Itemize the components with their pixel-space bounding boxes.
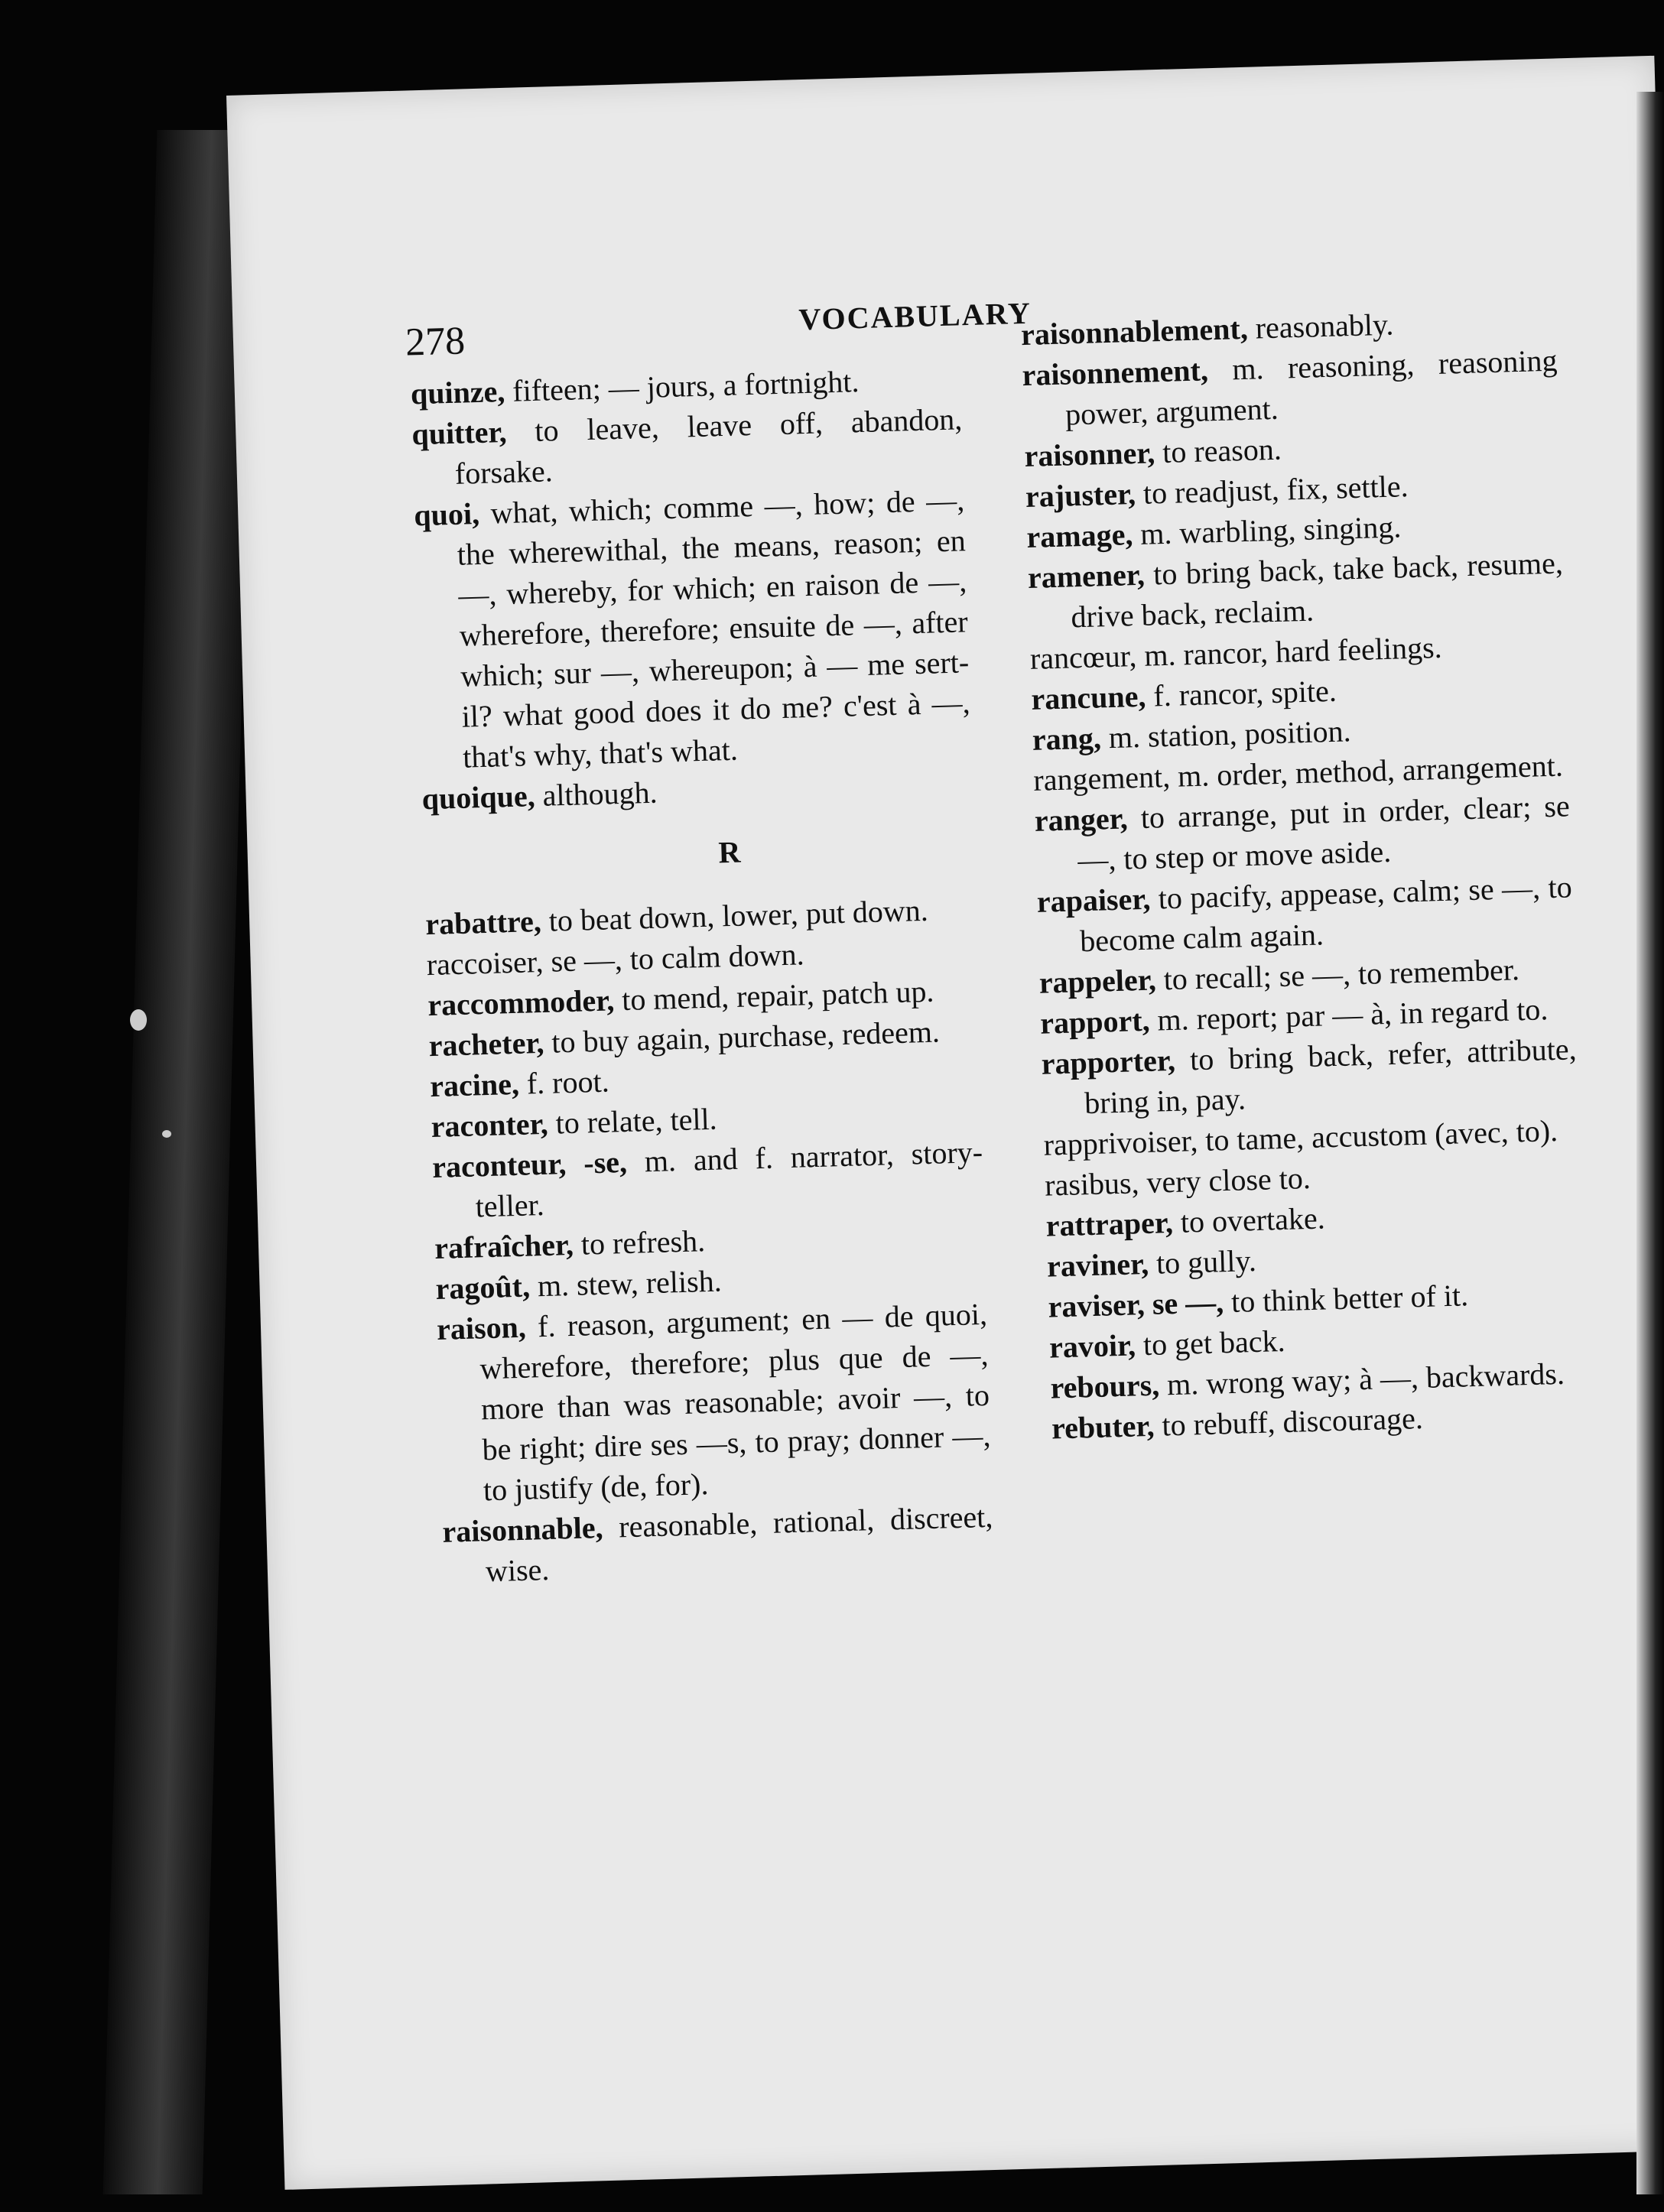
headword: racine, (429, 1066, 520, 1104)
definition: to gully. (1148, 1242, 1257, 1281)
headword: ramage, (1025, 517, 1133, 554)
dictionary-entry (1022, 340, 1559, 437)
definition: m. and f. narrator, story-teller. (475, 1134, 983, 1224)
dictionary-entry (1036, 866, 1574, 963)
definition: m. reasoning, reasoning power, argument. (1064, 343, 1558, 432)
definition: to buy again, purchase, redeem. (543, 1014, 941, 1060)
dictionary-entry (1034, 785, 1571, 882)
definition: to refresh. (573, 1223, 706, 1262)
definition: rapprivoiser, to tame, accustom (avec, to). (1043, 1112, 1558, 1162)
headword: rang, (1032, 720, 1102, 757)
headword: raviser, se —, (1048, 1285, 1224, 1324)
definition: to think better of it. (1223, 1278, 1469, 1320)
book-spine (103, 130, 257, 2194)
headword: racheter, (428, 1025, 545, 1064)
book-page (226, 56, 1664, 2190)
dictionary-entry (436, 1294, 992, 1512)
headword: rattraper, (1045, 1205, 1174, 1243)
headword: raviner, (1046, 1246, 1149, 1284)
definition: to pacify, appease, calm; se —, to become calm again. (1079, 869, 1573, 959)
definition: to mend, repair, patch up. (613, 973, 934, 1018)
headword: quinze, (410, 373, 505, 411)
headword: rajuster, (1025, 476, 1136, 515)
dictionary-entry (1027, 542, 1565, 638)
definition: rangement, m. order, method, arrangement. (1032, 748, 1564, 797)
page-number: 278 (405, 319, 466, 365)
headword: rabattre, (424, 903, 542, 942)
dictionary-entry (1041, 1028, 1578, 1125)
running-head: VOCABULARY (798, 295, 1032, 337)
definition: reasonably. (1247, 307, 1394, 346)
dust-speck (162, 1130, 171, 1138)
spine-lettering (174, 765, 194, 1147)
dictionary-entry (431, 1132, 984, 1228)
definition: rasibus, very close to. (1044, 1160, 1311, 1203)
definition: although. (534, 775, 658, 814)
headword: ranger, (1034, 801, 1129, 838)
definition: m. report; par — à, in regard to. (1149, 992, 1549, 1038)
headword: ravoir, (1048, 1327, 1136, 1365)
headword: rapport, (1039, 1002, 1151, 1041)
headword: raisonnablement, (1020, 310, 1249, 352)
headword: ragoût, (435, 1268, 531, 1306)
definition: f. root. (518, 1064, 610, 1101)
definition: f. reason, argument; en — de quoi, wherefore, therefore; plus que de —, more than was reasonable; avoir —, to be right; dire ses —s, to pray; donner —, to justify (de, for). (479, 1296, 991, 1508)
left-column (410, 358, 994, 1592)
headword: raison, (436, 1309, 527, 1346)
definition: to arrange, put in order, clear; se —, to step or move aside. (1077, 788, 1571, 878)
definition: to reason. (1154, 431, 1282, 470)
headword: raisonnable, (441, 1509, 604, 1549)
definition: m. wrong way; à —, backwards. (1159, 1356, 1565, 1402)
definition: f. rancor, spite. (1145, 673, 1337, 713)
definition: raccoiser, se —, to calm down. (426, 937, 805, 983)
definition: reasonable, rational, discreet, wise. (485, 1499, 993, 1589)
definition: to relate, tell. (547, 1101, 718, 1141)
headword: ramener, (1027, 557, 1146, 595)
page-edge-shadow (1636, 92, 1664, 2194)
right-column (1020, 300, 1587, 1449)
definition: to get back. (1135, 1323, 1286, 1363)
definition: to overtake. (1172, 1200, 1326, 1240)
headword: rancune, (1030, 678, 1147, 716)
headword: raisonnement, (1021, 352, 1209, 393)
section-letter: R (717, 834, 741, 870)
headword: quitter, (411, 414, 508, 452)
definition: m. warbling, singing. (1132, 509, 1402, 552)
headword: rebours, (1049, 1367, 1160, 1405)
definition: m. station, position. (1100, 713, 1352, 755)
headword: quoi, (413, 495, 480, 533)
headword: rapporter, (1041, 1042, 1176, 1081)
definition: to rebuff, discourage. (1153, 1400, 1424, 1443)
definition: what, which; comme —, how; de —, the wherewithal, the means, reason; en —, whereby, for which; en raison de —, wherefore, therefore; ensuite de —, after which; sur —, whereupon; à — me sert-il? what good does it do me? c'est à —, that's why, that's what. (457, 482, 971, 775)
headword: rapaiser, (1036, 881, 1151, 919)
definition: to bring back, refer, attribute, bring in, pay. (1084, 1031, 1578, 1121)
headword: rafraîcher, (434, 1226, 574, 1265)
definition: to recall; se —, to remember. (1155, 952, 1520, 997)
headword: raconteur, -se, (431, 1144, 628, 1185)
definition: to bring back, take back, resume, drive back, reclaim. (1070, 545, 1564, 635)
dictionary-entry (411, 398, 964, 495)
headword: raconter, (431, 1106, 549, 1145)
headword: rebuter, (1051, 1408, 1155, 1446)
definition: to beat down, lower, put down. (541, 892, 929, 938)
dictionary-entry (414, 479, 972, 778)
definition: rancœur, m. rancor, hard feelings. (1029, 629, 1443, 676)
headword: quoique, (421, 778, 536, 817)
dictionary-entry (442, 1496, 995, 1593)
dust-speck (130, 1009, 147, 1031)
definition: to leave, leave off, abandon, forsake. (454, 401, 963, 491)
definition: fifteen; — jours, a fortnight. (504, 364, 860, 408)
headword: raccommoder, (427, 983, 615, 1023)
definition: to readjust, fix, settle. (1135, 469, 1409, 511)
headword: raisonner, (1023, 435, 1155, 474)
headword: rappeler, (1038, 962, 1157, 1000)
definition: m. stew, relish. (529, 1263, 723, 1304)
